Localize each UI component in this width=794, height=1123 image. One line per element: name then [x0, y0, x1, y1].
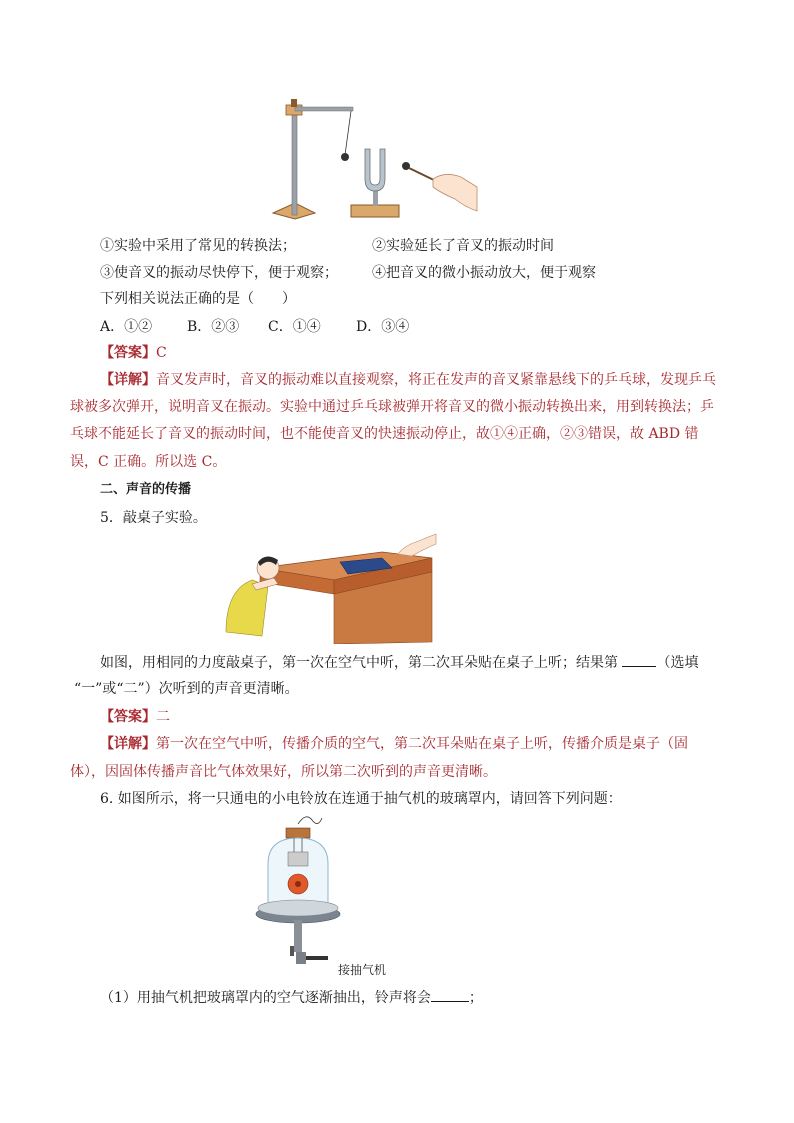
choice-a: A．①② — [100, 319, 153, 335]
q5-answer — [100, 707, 170, 727]
q5-text-a: 如图，用相同的力度敲桌子，第一次在空气中听，第二次耳朵贴在桌子上听；结果第 — [100, 655, 618, 671]
q4-detail-line-1 — [100, 370, 716, 390]
q5-detail-line-2: 体），因固体传播声音比气体效果好，所以第二次听到的声音更清晰。 — [70, 764, 497, 780]
q5-detail-line-1 — [100, 734, 688, 754]
q5-text-line-2: “一”或“二”）次听到的声音更清晰。 — [74, 681, 299, 697]
answer-label: 【答案】 — [100, 345, 156, 361]
statement-3: ③使音叉的振动尽快停下，便于观察； — [100, 265, 338, 281]
q4-question: 下列相关说法正确的是（ ） — [100, 291, 296, 307]
table-figure — [222, 532, 442, 644]
section-title: 二、声音的传播 — [100, 482, 192, 497]
q6-title: 6. 如图所示，将一只通电的小电铃放在连通于抽气机的玻璃罩内，请回答下列问题： — [100, 791, 622, 807]
answer-value: 二 — [156, 709, 170, 725]
q4-answer — [100, 343, 167, 363]
detail-label: 【详解】 — [100, 736, 156, 752]
answer-value: C — [156, 345, 167, 361]
tuning-fork-figure — [265, 95, 480, 225]
q6-sub1 — [100, 987, 483, 1008]
q6-sub1-text: （1）用抽气机把玻璃罩内的空气逐渐抽出，铃声将会 — [100, 990, 431, 1006]
q5-blank[interactable] — [622, 652, 656, 667]
statement-2: ②实验延长了音叉的振动时间 — [372, 238, 554, 254]
statement-4: ④把音叉的微小振动放大，便于观察 — [372, 265, 596, 281]
bell-jar-figure — [250, 812, 360, 977]
q4-detail-line-2: 球被多次弹开，说明音叉在振动。实验中通过乒乓球被弹开将音叉的微小振动转换出来，用到转换法；乒 — [70, 399, 714, 415]
q5-title: 5．敲桌子实验。 — [100, 510, 207, 526]
statement-1: ①实验中采用了常见的转换法； — [100, 238, 296, 254]
q6-blank[interactable] — [431, 987, 469, 1002]
choice-b: B．②③ — [187, 319, 240, 335]
q5-text-line-1 — [100, 652, 698, 673]
detail-label: 【详解】 — [100, 372, 156, 388]
figure-label: 接抽气机 — [338, 963, 387, 977]
choice-c: C．①④ — [268, 319, 321, 335]
q4-detail-line-4: 误，C 正确。所以选 C。 — [70, 454, 227, 470]
q4-detail-line-3: 乓球不能延长了音叉的振动时间，也不能使音叉的快速振动停止，故①④正确，②③错误，故 ABD 错 — [70, 426, 699, 442]
detail-text: 音叉发声时，音叉的振动难以直接观察，将正在发声的音叉紧靠悬线下的乒乓球，发现乒乓 — [156, 372, 716, 388]
choice-d: D．③④ — [356, 319, 410, 335]
q6-sub1-end: ； — [468, 990, 483, 1006]
q5-text-b: （选填 — [656, 655, 699, 671]
detail-text: 第一次在空气中听，传播介质的空气，第二次耳朵贴在桌子上听，传播介质是桌子（固 — [156, 736, 688, 752]
answer-label: 【答案】 — [100, 709, 156, 725]
